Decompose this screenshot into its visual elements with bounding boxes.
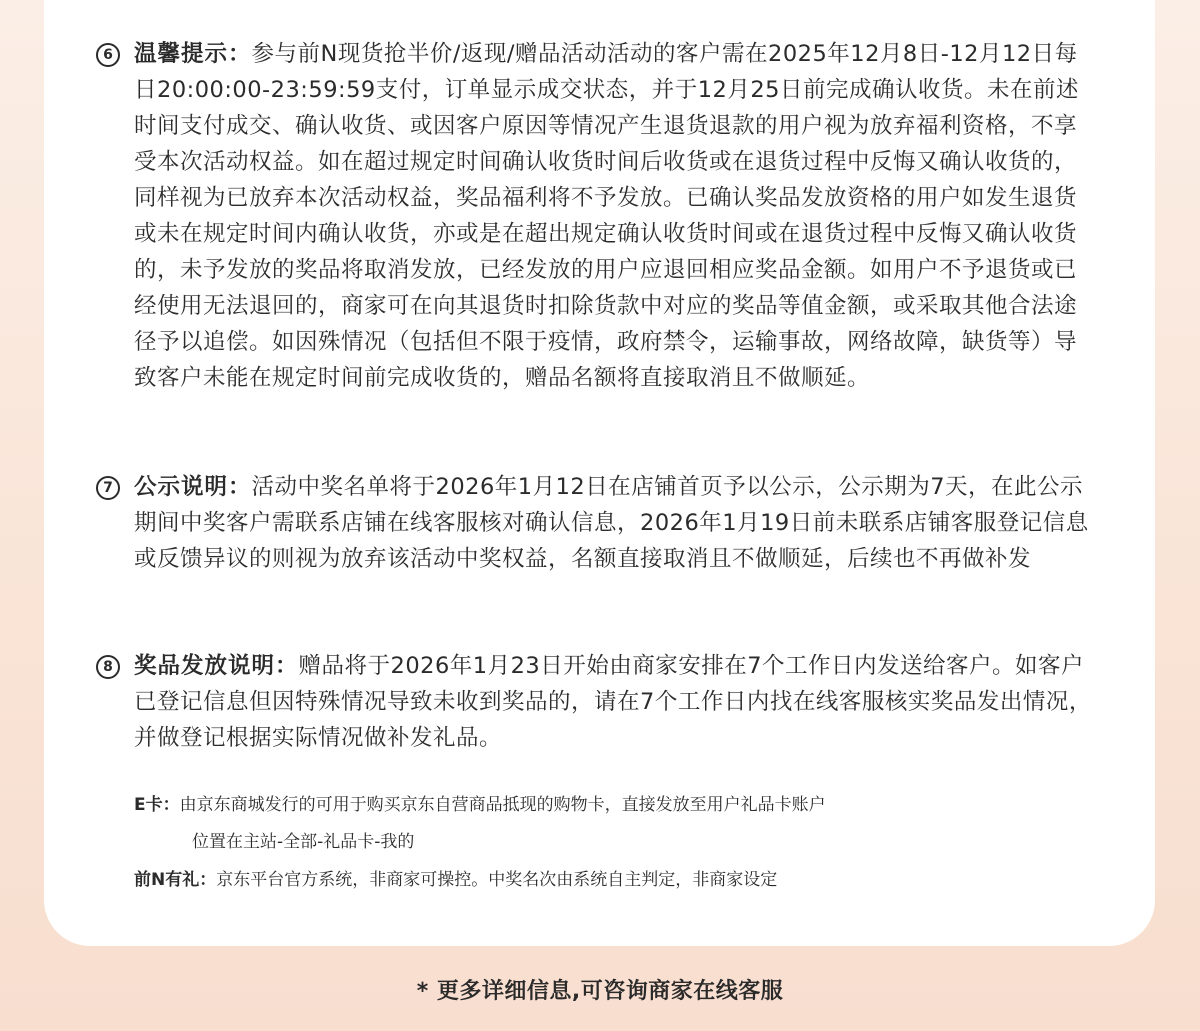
ecard-text-location: 位置在主站-全部-礼品卡-我的 — [192, 832, 415, 852]
notice-section-7 — [96, 469, 1096, 577]
ecard-note-continued — [134, 831, 1034, 869]
notice-heading-8: 奖品发放说明： — [134, 653, 299, 679]
circled-number-7: 7 — [96, 476, 120, 500]
ecard-text: 由京东商城发行的可用于购买京东自营商品抵现的购物卡，直接发放至用户礼品卡账户 — [179, 795, 826, 815]
ecard-note — [134, 794, 1034, 831]
notice-section-8 — [96, 648, 1096, 756]
notice-body-7: 活动中奖名单将于2026年1月12日在店铺首页予以公示，公示期为7天，在此公示期间中奖客户需联系店铺在线客服核对确认信息，2026年1月19日前未联系店铺客服登记信息或反馈异议的则视为放弃该活动中奖权益，名额直接取消且不做顺延，后续也不再做补发 — [134, 474, 1089, 572]
notice-paragraph-7 — [134, 469, 1096, 577]
notice-paragraph-8 — [134, 648, 1096, 756]
notice-heading-7: 公示说明： — [134, 474, 252, 500]
notice-heading-6: 温馨提示： — [134, 41, 252, 67]
topn-text: 京东平台官方系统，非商家可操控。中奖名次由系统自主判定，非商家设定 — [216, 870, 778, 890]
notice-section-6 — [96, 36, 1096, 396]
footer-note: * 更多详细信息,可咨询商家在线客服 — [416, 979, 784, 1004]
notice-body-8: 赠品将于2026年1月23日开始由商家安排在7个工作日内发送给客户。如客户已登记信息但因特殊情况导致未收到奖品的，请在7个工作日内找在线客服核实奖品发出情况，并做登记根据实际情况做补发礼品。 — [134, 653, 1092, 751]
ecard-label: E卡： — [134, 795, 180, 815]
notice-body-6: 参与前N现货抢半价/返现/赠品活动活动的客户需在2025年12月8日-12月12日每日20:00:00-23:59:59支付，订单显示成交状态，并于12月25日前完成确认收货。未在前述时间支付成交、确认收货、或因客户原因等情况产生退货退款的用户视为放弃福利资格，不享受本次活动权益。如在超过规定时间确认收货时间后收货或在退货过程中反悔又确认收货的，同样视为已放弃本次活动权益，奖品福利将不予发放。已确认奖品发放资格的用户如发生退货或未在规定时间内确认收货，亦或是在超出规定确认收货时间或在退货过程中反悔又确认收货的，未予发放的奖品将取消发放，已经发放的用户应退回相应奖品金额。如用户不予退货或已经使用无法退回的，商家可在向其退货时扣除货款中对应的奖品等值金额，或采取其他合法途径予以追偿。如因殊情况（包括但不限于疫情，政府禁令，运输事故，网络故障，缺货等）导致客户未能在规定时间前完成收货的，赠品名额将直接取消且不做顺延。 — [134, 41, 1079, 391]
topn-label: 前N有礼： — [134, 870, 217, 890]
glossary-notes — [134, 794, 1034, 891]
circled-number-6: 6 — [96, 43, 120, 67]
topn-note — [134, 869, 1034, 891]
circled-number-8: 8 — [96, 655, 120, 679]
notice-paragraph-6 — [134, 36, 1096, 396]
